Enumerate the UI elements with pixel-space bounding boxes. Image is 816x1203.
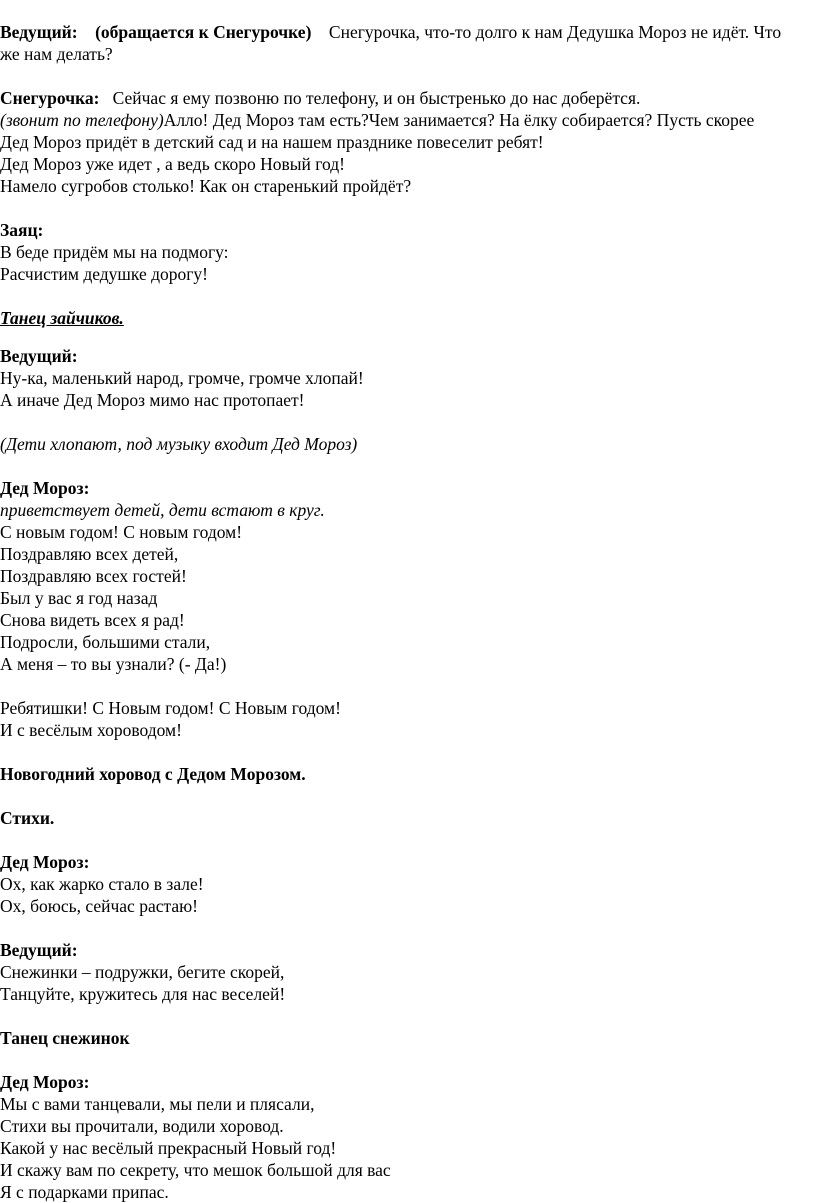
section-heading: Танец зайчиков. (0, 308, 124, 328)
stage-direction: приветствует детей, дети встают в круг. (0, 500, 325, 520)
dialogue-line: В беде придём мы на подмогу: (0, 242, 229, 262)
verse-line: Мы с вами танцевали, мы пели и плясали, (0, 1094, 315, 1114)
dialogue-line: Дед Мороз уже идет , а ведь скоро Новый год! (0, 154, 345, 174)
verse-line: С новым годом! С новым годом! (0, 522, 243, 542)
speaker-label: Ведущий: (0, 940, 78, 960)
verse-line: Ребятишки! С Новым годом! С Новым годом! (0, 698, 341, 718)
verse-line: Снежинки – подружки, бегите скорей, (0, 962, 285, 982)
dialogue-line: же нам делать? (0, 44, 113, 64)
verse-line: И с весёлым хороводом! (0, 720, 182, 740)
verse-line: Ох, как жарко стало в зале! (0, 874, 204, 894)
verse-line: Танцуйте, кружитесь для нас веселей! (0, 984, 286, 1004)
verse-line: Был у вас я год назад (0, 588, 158, 608)
verse-line: Я с подарками припас. (0, 1182, 169, 1202)
speaker-label: Ведущий: (0, 346, 78, 366)
dialogue-text: Сейчас я ему позвоню по телефону, и он быстренько до нас доберётся. (112, 88, 641, 108)
speaker-label: Ведущий: (0, 22, 78, 42)
verse-line: Поздравляю всех гостей! (0, 566, 187, 586)
speaker-label: Дед Мороз: (0, 1072, 90, 1092)
dialogue-line (0, 109, 754, 131)
dialogue-line: А иначе Дед Мороз мимо нас протопает! (0, 390, 305, 410)
speaker-label: Дед Мороз: (0, 478, 90, 498)
speaker-label: Дед Мороз: (0, 852, 90, 872)
snegurochka-line (0, 87, 640, 109)
verse-line: Какой у нас весёлый прекрасный Новый год! (0, 1138, 337, 1158)
dialogue-line: Расчистим дедушке дорогу! (0, 264, 209, 284)
verse-line: Ох, боюсь, сейчас растаю! (0, 896, 199, 916)
verse-line: Снова видеть всех я рад! (0, 610, 185, 630)
verse-line: Подросли, большими стали, (0, 632, 211, 652)
verse-line: Стихи вы прочитали, водили хоровод. (0, 1116, 284, 1136)
stage-direction: (обращается к Снегурочке) (95, 22, 312, 42)
section-heading: Стихи. (0, 808, 55, 828)
dialogue-line: Намело сугробов столько! Как он старенький пройдёт? (0, 176, 412, 196)
section-heading: Танец снежинок (0, 1028, 130, 1048)
verse-line: И скажу вам по секрету, что мешок большой для вас (0, 1160, 391, 1180)
dialogue-line: Ну-ка, маленький народ, громче, громче хлопай! (0, 368, 364, 388)
dialogue-text: Алло! Дед Мороз там есть?Чем занимается? На ёлку собирается? Пусть скорее (163, 110, 755, 130)
stage-direction: (Дети хлопают, под музыку входит Дед Мороз) (0, 434, 358, 454)
verse-line: А меня – то вы узнали? (- Да!) (0, 654, 227, 674)
speaker-label: Снегурочка: (0, 88, 100, 108)
dialogue-text: Снегурочка, что-то долго к нам Дедушка Мороз не идёт. Что (328, 22, 782, 42)
dialogue-line: Дед Мороз придёт в детский сад и на нашем празднике повеселит ребят! (0, 132, 544, 152)
section-heading: Новогодний хоровод с Дедом Морозом. (0, 764, 306, 784)
stage-direction: (звонит по телефону) (0, 110, 164, 130)
intro-line (0, 21, 781, 43)
speaker-label: Заяц: (0, 220, 44, 240)
verse-line: Поздравляю всех детей, (0, 544, 179, 564)
